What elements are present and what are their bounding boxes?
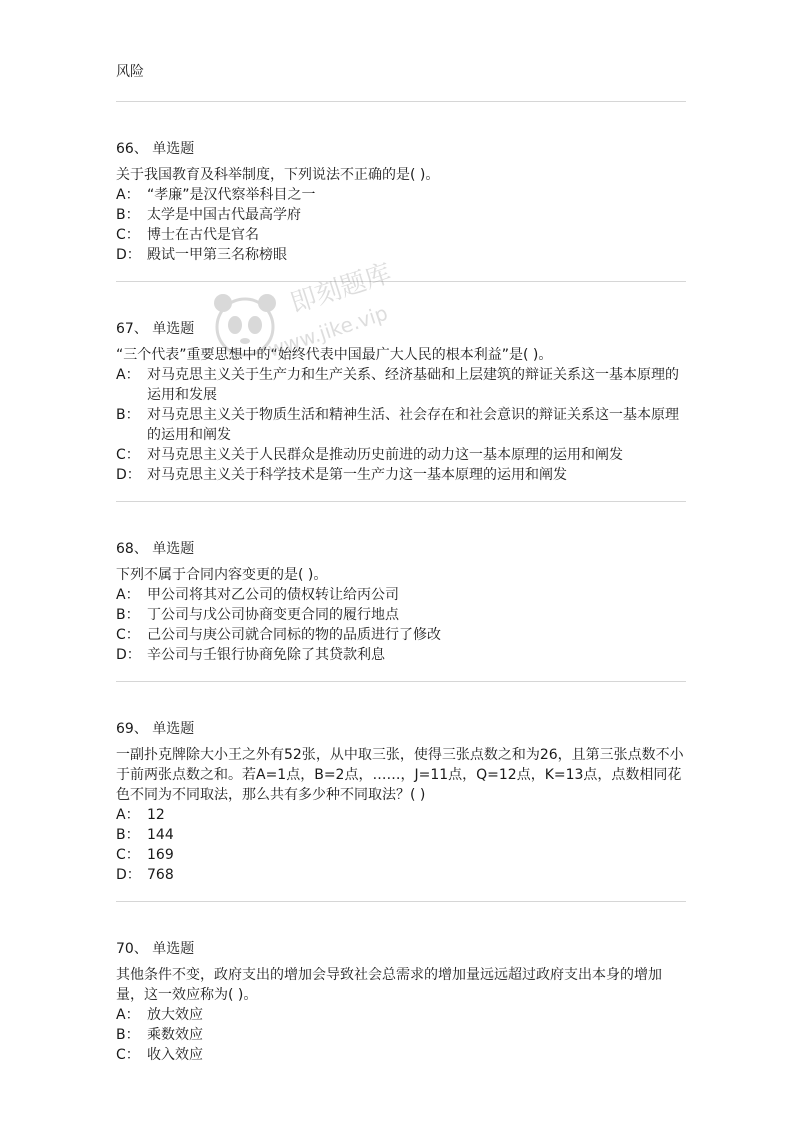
option-letter: C： [116, 447, 140, 463]
lead-text: 风险 [116, 64, 144, 80]
option-a [116, 365, 686, 405]
option-text: 辛公司与壬银行协商免除了其贷款利息 [147, 647, 385, 663]
option-letter: C： [116, 227, 140, 243]
option-letter: B： [116, 1027, 140, 1043]
divider [116, 901, 686, 902]
question-type: 单选题 [152, 721, 195, 737]
question-type: 单选题 [152, 541, 195, 557]
option-text: 169 [147, 847, 174, 863]
option-text: 768 [147, 867, 174, 883]
option-c [116, 625, 686, 645]
option-text: 太学是中国古代最高学府 [147, 207, 301, 223]
question-header [116, 719, 686, 739]
divider [116, 681, 686, 682]
option-letter: D： [116, 247, 141, 263]
option-letter: A： [116, 807, 140, 823]
option-a [116, 1005, 686, 1025]
option-letter: A： [116, 187, 140, 203]
option-letter: C： [116, 1047, 140, 1063]
question-stem: 一副扑克牌除大小王之外有52张，从中取三张，使得三张点数之和为26，且第三张点数不小于前两张点数之和。若A=1点，B=2点，……，J=11点，Q=12点，K=13点，点数相同花色不同为不同取法，那么共有多少种不同取法？( ) [116, 747, 684, 803]
option-letter: A： [116, 587, 140, 603]
question-number: 70、 [116, 941, 148, 957]
question-stem: 关于我国教育及科举制度，下列说法不正确的是( )。 [116, 167, 440, 183]
option-letter: C： [116, 847, 140, 863]
question-68 [116, 539, 686, 665]
option-b [116, 605, 686, 625]
option-text: 对马克思主义关于科学技术是第一生产力这一基本原理的运用和阐发 [147, 467, 567, 483]
option-letter: B： [116, 607, 140, 623]
option-letter: A： [116, 367, 140, 383]
divider [116, 101, 686, 102]
option-c [116, 845, 686, 865]
question-number: 66、 [116, 141, 148, 157]
option-text: 己公司与庚公司就合同标的物的品质进行了修改 [147, 627, 441, 643]
option-a [116, 585, 686, 605]
option-text: 对马克思主义关于物质生活和精神生活、社会存在和社会意识的辩证关系这一基本原理的运用和阐发 [147, 407, 679, 443]
option-b [116, 1025, 686, 1045]
option-text: 144 [147, 827, 174, 843]
question-67 [116, 319, 686, 485]
option-text: 12 [147, 807, 165, 823]
option-letter: D： [116, 867, 141, 883]
option-text: 对马克思主义关于生产力和生产关系、经济基础和上层建筑的辩证关系这一基本原理的运用和发展 [147, 367, 679, 403]
question-69 [116, 719, 686, 885]
option-text: 甲公司将其对乙公司的债权转让给丙公司 [147, 587, 399, 603]
question-66 [116, 139, 686, 265]
option-b [116, 405, 686, 445]
question-70 [116, 939, 686, 1065]
divider [116, 281, 686, 282]
option-text: 放大效应 [147, 1007, 203, 1023]
option-letter: A： [116, 1007, 140, 1023]
question-stem: 其他条件不变，政府支出的增加会导致社会总需求的增加量远远超过政府支出本身的增加量，这一效应称为( )。 [116, 967, 662, 1003]
option-c [116, 225, 686, 245]
divider [116, 501, 686, 502]
question-type: 单选题 [152, 941, 195, 957]
option-text: 对马克思主义关于人民群众是推动历史前进的动力这一基本原理的运用和阐发 [147, 447, 623, 463]
question-number: 68、 [116, 541, 148, 557]
option-d [116, 465, 686, 485]
option-a [116, 185, 686, 205]
option-a [116, 805, 686, 825]
option-letter: D： [116, 647, 141, 663]
option-text: 收入效应 [147, 1047, 203, 1063]
option-text: 乘数效应 [147, 1027, 203, 1043]
question-type: 单选题 [152, 141, 195, 157]
option-letter: C： [116, 627, 140, 643]
watermark-url: www.jike.vip [265, 300, 391, 362]
watermark-brand: 即刻题库 [286, 258, 396, 320]
question-type: 单选题 [152, 321, 195, 337]
option-c [116, 445, 686, 465]
question-header [116, 319, 686, 339]
option-d [116, 245, 686, 265]
option-b [116, 825, 686, 845]
option-c [116, 1045, 686, 1065]
option-letter: D： [116, 467, 141, 483]
option-letter: B： [116, 407, 140, 423]
option-text: “孝廉”是汉代察举科目之一 [147, 187, 316, 203]
option-text: 丁公司与戊公司协商变更合同的履行地点 [147, 607, 399, 623]
question-number: 69、 [116, 721, 148, 737]
option-letter: B： [116, 207, 140, 223]
option-text: 博士在古代是官名 [147, 227, 259, 243]
question-stem: “三个代表”重要思想中的“始终代表中国最广大人民的根本利益”是( )。 [116, 347, 553, 363]
question-header [116, 139, 686, 159]
question-header [116, 539, 686, 559]
option-d [116, 645, 686, 665]
option-letter: B： [116, 827, 140, 843]
option-text: 殿试一甲第三名称榜眼 [147, 247, 287, 263]
option-b [116, 205, 686, 225]
question-number: 67、 [116, 321, 148, 337]
question-header [116, 939, 686, 959]
option-d [116, 865, 686, 885]
question-stem: 下列不属于合同内容变更的是( )。 [116, 567, 328, 583]
